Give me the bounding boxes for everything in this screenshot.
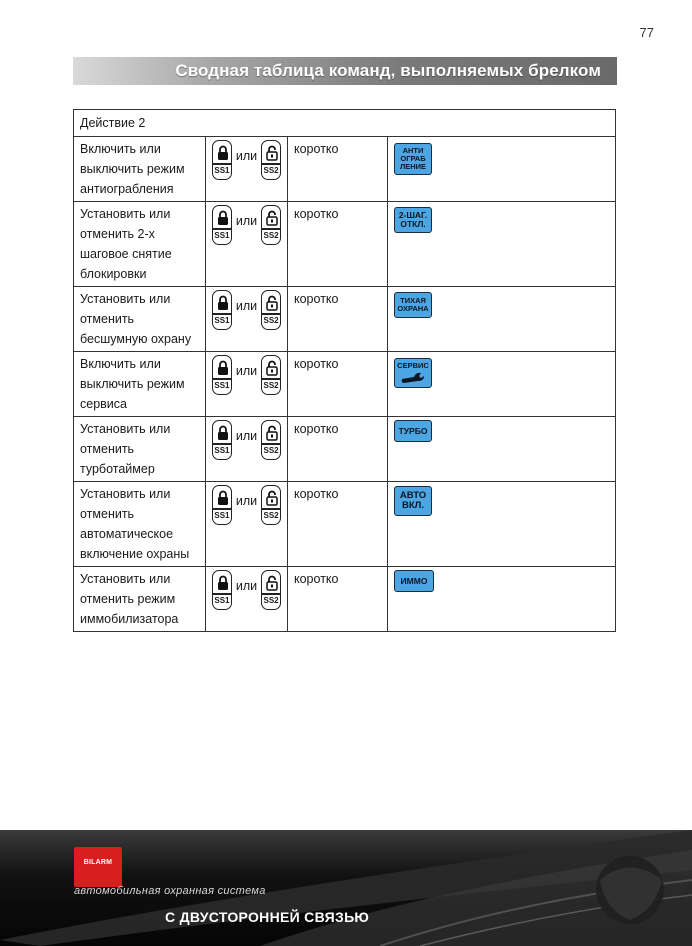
page-number: 77 xyxy=(639,25,654,40)
press-duration: коротко xyxy=(294,207,339,221)
ss1-button xyxy=(212,485,232,525)
action-cell xyxy=(74,202,206,287)
action-cell xyxy=(74,567,206,632)
or-text: или xyxy=(235,364,258,378)
ss2-button xyxy=(261,570,281,610)
press-cell xyxy=(288,567,388,632)
table-row xyxy=(74,137,616,202)
page-title: Сводная таблица команд, выполняемых брелком xyxy=(175,61,601,80)
or-text: или xyxy=(235,299,258,313)
icon-cell xyxy=(388,352,616,417)
ss1-button xyxy=(212,355,232,395)
buttons-cell xyxy=(206,202,288,287)
action-text: Включить или выключить режим сервиса xyxy=(80,357,185,411)
ss1-label: SS1 xyxy=(214,511,230,520)
service-icon xyxy=(394,358,432,388)
lock-closed-icon xyxy=(217,295,229,311)
press-duration: коротко xyxy=(294,422,339,436)
ss2-label: SS2 xyxy=(263,511,279,520)
lock-open-icon xyxy=(266,295,278,311)
lock-open-icon xyxy=(266,425,278,441)
lock-open-icon xyxy=(266,145,278,161)
ss2-label: SS2 xyxy=(263,316,279,325)
table-body xyxy=(74,137,616,632)
footer-tagline: автомобильная охранная система xyxy=(74,885,266,897)
press-duration: коротко xyxy=(294,142,339,156)
ss1-label: SS1 xyxy=(214,316,230,325)
footer-subtitle: С ДВУСТОРОННЕЙ СВЯЗЬЮ xyxy=(165,909,370,925)
turbo-icon: ТУРБО xyxy=(394,420,432,442)
ss2-label: SS2 xyxy=(263,231,279,240)
ss2-button xyxy=(261,485,281,525)
ss2-label: SS2 xyxy=(263,381,279,390)
ss1-button xyxy=(212,420,232,460)
brand-logo-text: BILARM xyxy=(83,859,113,866)
action-text: Установить или отменить турботаймер xyxy=(80,422,171,476)
lock-closed-icon xyxy=(217,425,229,441)
action-text: Установить или отменить бесшумную охрану xyxy=(80,292,192,346)
two-step-icon: 2-ШАГ. ОТКЛ. xyxy=(394,207,432,233)
ss2-button xyxy=(261,205,281,245)
action-cell xyxy=(74,287,206,352)
action-text: Установить или отменить режим иммобилизатора xyxy=(80,572,179,626)
icon-cell xyxy=(388,137,616,202)
ss2-button xyxy=(261,420,281,460)
buttons-cell xyxy=(206,482,288,567)
lock-closed-icon xyxy=(217,145,229,161)
press-cell xyxy=(288,202,388,287)
ss1-label: SS1 xyxy=(214,381,230,390)
brand-logo xyxy=(74,847,122,887)
press-duration: коротко xyxy=(294,572,339,586)
anti-robbery-icon: АНТИ ОГРАБ ЛЕНИЕ xyxy=(394,143,432,175)
press-cell xyxy=(288,352,388,417)
ss1-label: SS1 xyxy=(214,231,230,240)
or-text: или xyxy=(235,579,258,593)
ss2-label: SS2 xyxy=(263,596,279,605)
ss2-button xyxy=(261,140,281,180)
buttons-cell xyxy=(206,417,288,482)
footer xyxy=(0,830,692,946)
press-cell xyxy=(288,482,388,567)
lock-open-icon xyxy=(266,490,278,506)
service-icon-label: СЕРВИС xyxy=(397,361,429,370)
title-bar xyxy=(73,57,617,85)
buttons-cell xyxy=(206,137,288,202)
ss2-button xyxy=(261,290,281,330)
table-header-row xyxy=(74,110,616,137)
press-duration: коротко xyxy=(294,357,339,371)
press-cell xyxy=(288,287,388,352)
ss1-button xyxy=(212,205,232,245)
lock-open-icon xyxy=(266,360,278,376)
or-text: или xyxy=(235,494,258,508)
press-cell xyxy=(288,417,388,482)
table-row xyxy=(74,482,616,567)
action-cell xyxy=(74,137,206,202)
icon-cell xyxy=(388,202,616,287)
buttons-cell xyxy=(206,352,288,417)
ss1-label: SS1 xyxy=(214,166,230,175)
lock-closed-icon xyxy=(217,210,229,226)
ss1-label: SS1 xyxy=(214,446,230,455)
buttons-cell xyxy=(206,567,288,632)
table-row xyxy=(74,202,616,287)
table-header: Действие 2 xyxy=(74,110,616,137)
table-row xyxy=(74,567,616,632)
lock-open-icon xyxy=(266,210,278,226)
press-cell xyxy=(288,137,388,202)
ss1-button xyxy=(212,570,232,610)
press-duration: коротко xyxy=(294,487,339,501)
action-cell xyxy=(74,352,206,417)
table-row xyxy=(74,287,616,352)
or-text: или xyxy=(235,214,258,228)
ss1-button xyxy=(212,140,232,180)
lock-closed-icon xyxy=(217,575,229,591)
ss1-label: SS1 xyxy=(214,596,230,605)
or-text: или xyxy=(235,149,258,163)
press-duration: коротко xyxy=(294,292,339,306)
commands-table xyxy=(73,109,616,632)
action-text: Установить или отменить 2-х шаговое снятие блокировки xyxy=(80,207,172,281)
ss1-button xyxy=(212,290,232,330)
ss2-button xyxy=(261,355,281,395)
icon-cell xyxy=(388,287,616,352)
table-row xyxy=(74,417,616,482)
table-row xyxy=(74,352,616,417)
ss2-label: SS2 xyxy=(263,446,279,455)
action-text: Включить или выключить режим антиограбления xyxy=(80,142,185,196)
lock-closed-icon xyxy=(217,360,229,376)
icon-cell xyxy=(388,417,616,482)
action-text: Установить или отменить автоматическое включение охраны xyxy=(80,487,190,561)
icon-cell xyxy=(388,482,616,567)
silent-arm-icon: ТИХАЯ ОХРАНА xyxy=(394,292,432,318)
buttons-cell xyxy=(206,287,288,352)
auto-arm-icon: АВТО ВКЛ. xyxy=(394,486,432,516)
lock-open-icon xyxy=(266,575,278,591)
action-cell xyxy=(74,482,206,567)
icon-cell xyxy=(388,567,616,632)
lock-closed-icon xyxy=(217,490,229,506)
action-cell xyxy=(74,417,206,482)
immobilizer-icon: ИММО xyxy=(394,570,434,592)
or-text: или xyxy=(235,429,258,443)
ss2-label: SS2 xyxy=(263,166,279,175)
wrench-icon xyxy=(400,370,426,384)
